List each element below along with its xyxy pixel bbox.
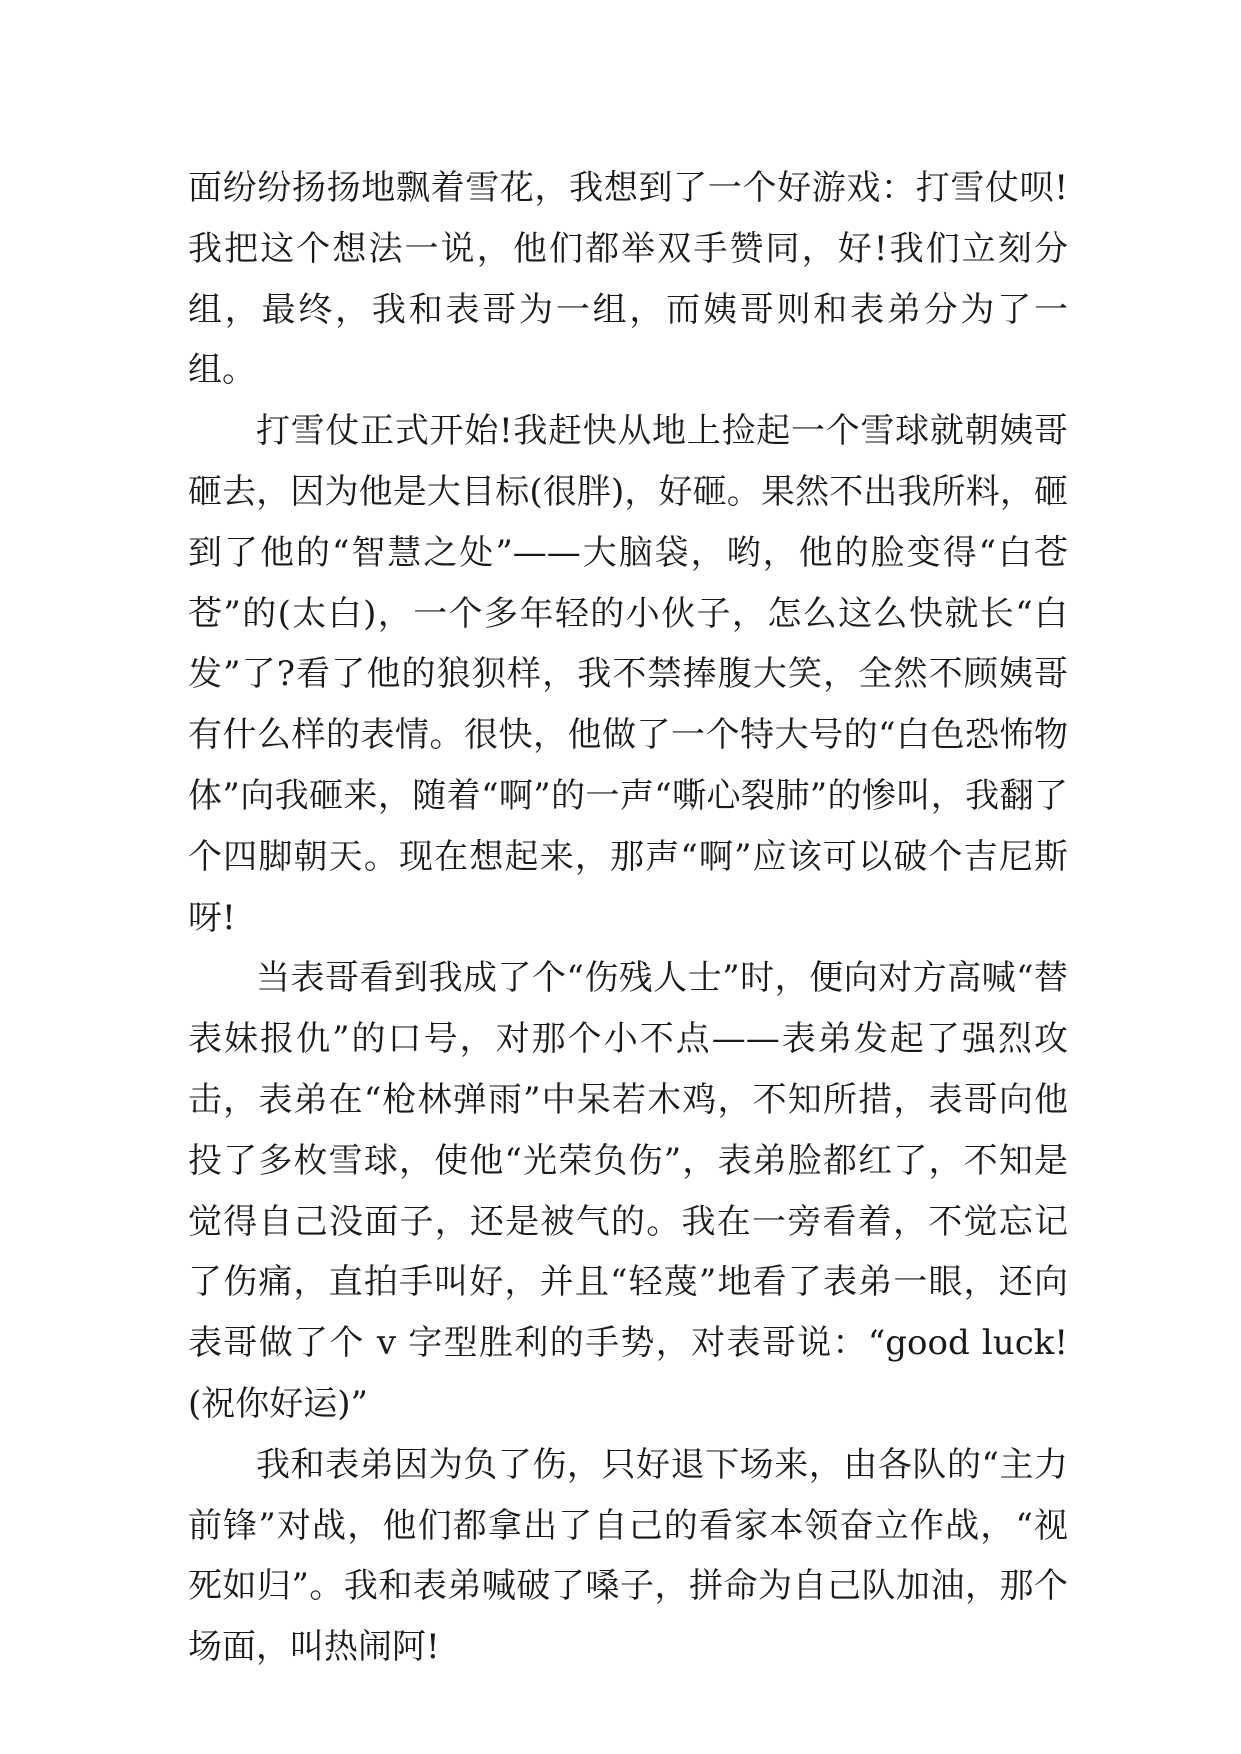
paragraph-3: 当表哥看到我成了个“伤残人士”时，便向对方高喊“替表妹报仇”的口号，对那个小不点——表弟发起了强烈攻击，表弟在“枪林弹雨”中呆若木鸡，不知所措，表哥向他投了多枚雪球，使他“光荣负伤”，表弟脸都红了，不知是觉得自己没面子，还是被气的。我在一旁看着，不觉忘记了伤痛，直拍手叫好，并且“轻蔑”地看了表弟一眼，还向表哥做了个 v 字型胜利的手势，对表哥说：“good luck!(祝你好运)” — [188, 958, 1068, 1424]
article-body — [188, 158, 1068, 1678]
paragraph-2: 打雪仗正式开始!我赶快从地上捡起一个雪球就朝姨哥砸去，因为他是大目标(很胖)，好砸。果然不出我所料，砸到了他的“智慧之处”——大脑袋，哟，他的脸变得“白苍苍”的(太白)，一个多年轻的小伙子，怎么这么快就长“白发”了?看了他的狼狈样，我不禁捧腹大笑，全然不顾姨哥有什么样的表情。很快，他做了一个特大号的“白色恐怖物体”向我砸来，随着“啊”的一声“嘶心裂肺”的惨叫，我翻了个四脚朝天。现在想起来，那声“啊”应该可以破个吉尼斯呀! — [188, 411, 1068, 938]
paragraph-1: 面纷纷扬扬地飘着雪花，我想到了一个好游戏：打雪仗呗!我把这个想法一说，他们都举双手赞同，好!我们立刻分组，最终，我和表哥为一组，而姨哥则和表弟分为了一组。 — [188, 168, 1068, 391]
paragraph-4: 我和表弟因为负了伤，只好退下场来，由各队的“主力前锋”对战，他们都拿出了自己的看家本领奋立作战，“视死如归”。我和表弟喊破了嗓子，拼命为自己队加油，那个场面，叫热闹阿! — [188, 1444, 1068, 1668]
